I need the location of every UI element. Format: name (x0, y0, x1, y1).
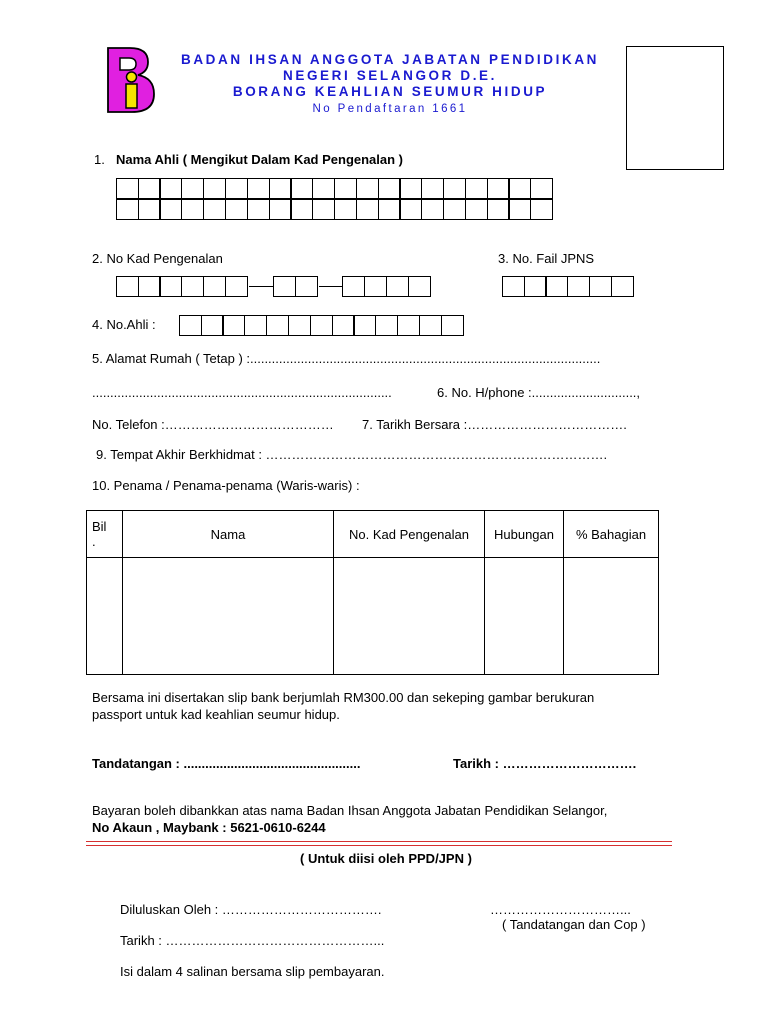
name-char-box[interactable] (181, 178, 204, 199)
office-date-field[interactable]: Tarikh : …………………………………………... (120, 933, 385, 948)
approver-signature-line[interactable]: …………………………... (490, 902, 631, 917)
q3-label: 3. No. Fail JPNS (498, 251, 595, 266)
member-digit-box[interactable] (419, 315, 442, 336)
name-char-box[interactable] (181, 199, 204, 220)
ic-digit-box[interactable] (408, 276, 431, 297)
col-hubungan: Hubungan (485, 511, 564, 558)
approved-by-field[interactable]: Diluluskan Oleh : ………………………………. (120, 902, 382, 917)
col-bil (87, 511, 123, 558)
name-char-box[interactable] (378, 178, 401, 199)
q2-label: 2. No Kad Pengenalan (92, 251, 223, 266)
name-grid-row-1[interactable] (117, 178, 553, 199)
ic-digit-box[interactable] (203, 276, 226, 297)
name-char-box[interactable] (465, 199, 488, 220)
date-field[interactable]: Tarikh : …………………………. (453, 756, 637, 771)
name-char-box[interactable] (487, 178, 510, 199)
name-char-box[interactable] (247, 178, 270, 199)
q6-label[interactable]: 6. No. H/phone :............................., (437, 385, 641, 400)
statement-line-2: passport untuk kad keahlian seumur hidup. (92, 707, 340, 722)
name-char-box[interactable] (421, 178, 444, 199)
name-char-box[interactable] (312, 199, 335, 220)
name-char-box[interactable] (116, 199, 139, 220)
org-name: BADAN IHSAN ANGGOTA JABATAN PENDIDIKAN (180, 52, 600, 67)
ic-digit-box[interactable] (273, 276, 296, 297)
telefon-label[interactable]: No. Telefon :………………………………… (92, 417, 334, 432)
footer-note: Isi dalam 4 salinan bersama slip pembayaran. (120, 964, 385, 979)
name-char-box[interactable] (530, 199, 553, 220)
name-char-box[interactable] (443, 178, 466, 199)
q1-label: Nama Ahli ( Mengikut Dalam Kad Pengenalan ) (116, 152, 404, 167)
col-ic: No. Kad Pengenalan (334, 511, 485, 558)
member-digit-box[interactable] (266, 315, 289, 336)
name-char-box[interactable] (138, 199, 161, 220)
name-char-box[interactable] (203, 178, 226, 199)
ic-digit-box[interactable] (386, 276, 409, 297)
ic-digit-box[interactable] (342, 276, 365, 297)
q5-address-continued[interactable]: ................................................................................... (92, 385, 392, 400)
signature-field[interactable]: Tandatangan : ................................................. (92, 756, 361, 771)
name-char-box[interactable] (290, 199, 313, 220)
cell-bahagian[interactable] (564, 558, 659, 675)
name-char-box[interactable] (225, 178, 248, 199)
org-state: NEGERI SELANGOR D.E. (282, 68, 498, 83)
name-char-box[interactable] (378, 199, 401, 220)
member-digit-box[interactable] (288, 315, 311, 336)
jpns-digit-box[interactable] (567, 276, 590, 297)
payment-line-1: Bayaran boleh dibankkan atas nama Badan Ihsan Anggota Jabatan Pendidikan Selangor, (92, 803, 608, 818)
member-digit-box[interactable] (375, 315, 398, 336)
name-char-box[interactable] (508, 199, 531, 220)
cell-hubungan[interactable] (485, 558, 564, 675)
ic-digit-box[interactable] (116, 276, 139, 297)
q4-label: 4. No.Ahli : (92, 317, 156, 332)
red-divider-bottom (86, 845, 672, 846)
cell-ic[interactable] (334, 558, 485, 675)
member-digit-box[interactable] (441, 315, 464, 336)
member-digit-box[interactable] (310, 315, 333, 336)
name-char-box[interactable] (399, 199, 422, 220)
name-char-box[interactable] (508, 178, 531, 199)
name-char-box[interactable] (269, 199, 292, 220)
signature-stamp-label: ( Tandatangan dan Cop ) (502, 917, 646, 932)
q9-label[interactable]: 9. Tempat Akhir Berkhidmat : ……………………………………………………………………. (96, 447, 608, 462)
ic-digit-box[interactable] (181, 276, 204, 297)
jpns-digit-box[interactable] (611, 276, 634, 297)
registration-number: No Pendaftaran 1661 (312, 103, 468, 115)
name-char-box[interactable] (399, 178, 422, 199)
name-char-box[interactable] (334, 199, 357, 220)
name-char-box[interactable] (356, 178, 379, 199)
name-char-box[interactable] (312, 178, 335, 199)
member-digit-box[interactable] (179, 315, 202, 336)
member-number-grid[interactable] (180, 315, 464, 336)
form-title: BORANG KEAHLIAN SEUMUR HIDUP (232, 84, 548, 99)
name-char-box[interactable] (334, 178, 357, 199)
nominee-table (86, 510, 659, 675)
name-char-box[interactable] (290, 178, 313, 199)
logo (104, 44, 162, 116)
office-use-title: ( Untuk diisi oleh PPD/JPN ) (300, 851, 472, 866)
ic-digit-box[interactable] (295, 276, 318, 297)
ic-digit-box[interactable] (225, 276, 248, 297)
photo-box[interactable] (626, 46, 724, 170)
q10-label: 10. Penama / Penama-penama (Waris-waris) : (92, 478, 360, 493)
col-bahagian: % Bahagian (564, 511, 659, 558)
name-char-box[interactable] (269, 178, 292, 199)
name-char-box[interactable] (247, 199, 270, 220)
name-char-box[interactable] (465, 178, 488, 199)
payment-account: No Akaun , Maybank : 5621-0610-6244 (92, 820, 326, 835)
q7-label[interactable]: 7. Tarikh Bersara :………………………………. (362, 417, 627, 432)
name-char-box[interactable] (203, 199, 226, 220)
separator-dash (319, 286, 343, 287)
jpns-digit-box[interactable] (502, 276, 525, 297)
jpns-digit-box[interactable] (545, 276, 568, 297)
member-digit-box[interactable] (201, 315, 224, 336)
name-char-box[interactable] (159, 199, 182, 220)
ic-number-grid[interactable] (117, 276, 431, 297)
member-digit-box[interactable] (397, 315, 420, 336)
col-bil-label: Bil . (92, 519, 107, 549)
ic-digit-box[interactable] (364, 276, 387, 297)
col-nama: Nama (123, 511, 334, 558)
member-digit-box[interactable] (244, 315, 267, 336)
q5-label[interactable]: 5. Alamat Rumah ( Tetap ) :................................................................................................. (92, 351, 601, 366)
cell-nama[interactable] (123, 558, 334, 675)
name-char-box[interactable] (356, 199, 379, 220)
name-char-box[interactable] (116, 178, 139, 199)
ic-digit-box[interactable] (159, 276, 182, 297)
name-char-box[interactable] (530, 178, 553, 199)
ic-digit-box[interactable] (138, 276, 161, 297)
jpns-digit-box[interactable] (589, 276, 612, 297)
jpns-digit-box[interactable] (524, 276, 547, 297)
name-char-box[interactable] (443, 199, 466, 220)
jpns-file-grid[interactable] (503, 276, 634, 297)
cell-bil[interactable] (87, 558, 123, 675)
member-digit-box[interactable] (353, 315, 376, 336)
name-char-box[interactable] (138, 178, 161, 199)
separator-dash (249, 286, 273, 287)
member-digit-box[interactable] (222, 315, 245, 336)
name-char-box[interactable] (487, 199, 510, 220)
name-char-box[interactable] (421, 199, 444, 220)
member-digit-box[interactable] (332, 315, 355, 336)
statement-line-1: Bersama ini disertakan slip bank berjumlah RM300.00 dan sekeping gambar berukuran (92, 690, 595, 705)
name-char-box[interactable] (159, 178, 182, 199)
name-grid-row-2[interactable] (117, 199, 553, 220)
red-divider-top (86, 841, 672, 842)
name-char-box[interactable] (225, 199, 248, 220)
q1-number: 1. (94, 152, 105, 167)
